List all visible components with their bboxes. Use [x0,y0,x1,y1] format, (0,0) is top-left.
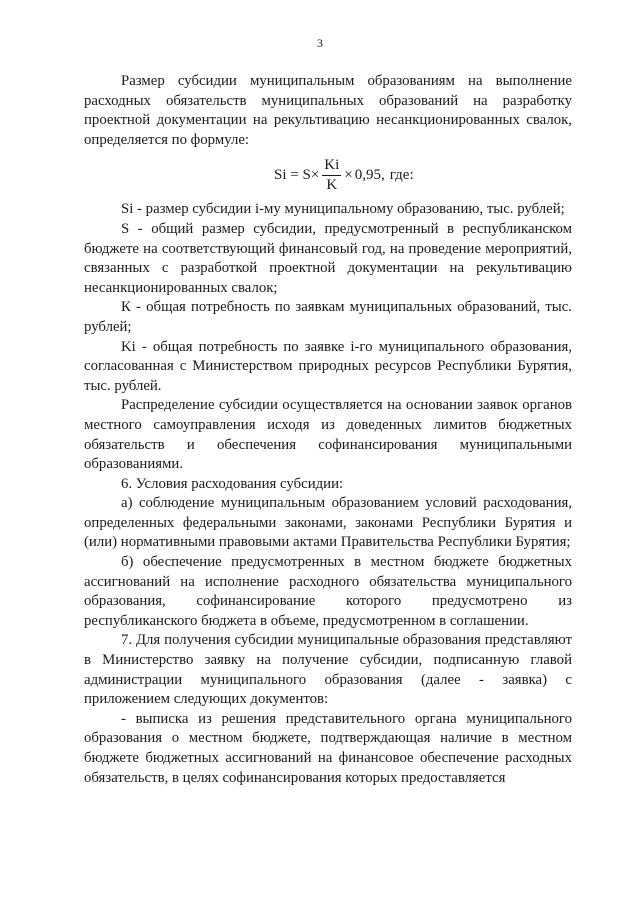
formula-suffix: где: [389,166,414,183]
formula-numerator: Ki [322,156,341,176]
condition-a: а) соблюдение муниципальным образованием условий расходования, определенных федеральными законами, законами Республики Бурятия и (или) нормативными правовыми актами Правительства Республики Бурятия; [84,495,572,551]
page-number: 3 [317,36,323,50]
condition-b: б) обеспечение предусмотренных в местном бюджете бюджетных ассигнований на исполнение расходного обязательства муниципального образования, софинансирование которого предусмотрено из республиканского бюджета в объеме, предусмотренном в соглашении. [84,554,572,629]
section-6-heading: 6. Условия расходования субсидии: [121,475,344,492]
section-7-paragraph: 7. Для получения субсидии муниципальные образования представляют в Министерство заявку на получение субсидии, подписанную главой администрации муниципального образования (далее - заявка) с приложением следующих документов: [84,632,572,708]
document-body [84,72,572,788]
formula-left: Si = S [274,166,311,183]
subsidy-formula [84,150,572,200]
definition-s: S - общий размер субсидии, предусмотренный в республиканском бюджете на соответствующий финансовый год, на проведение мероприятий, связанных с разработкой проектной документации на рекультивацию несанкционированных свалок; [84,220,572,296]
formula-coefficient: 0,95, [354,166,385,183]
formula-times-1: × [310,166,320,183]
paragraph-subsidy-size: Размер субсидии муниципальным образованиям на выполнение расходных обязательств муниципальных образований на разработку проектной документации на рекультивацию несанкционированных свалок, определяется по формуле: [84,73,572,148]
formula-denominator: K [326,176,338,193]
document-list-item-1: - выписка из решения представительного органа муниципального образования о местном бюджете, подтверждающая наличие в местном бюджете бюджетных ассигнований на финансовое обеспечение расходных обязательств, в целях софинансирования которых предоставляется [84,710,572,786]
formula-fraction [322,156,341,195]
definition-k: К - общая потребность по заявкам муниципальных образований, тыс. рублей; [84,299,572,335]
paragraph-distribution: Распределение субсидии осуществляется на основании заявок органов местного самоуправления исходя из доведенных лимитов бюджетных обязательств и обеспечения софинансирования муниципальными образованиями. [84,397,572,473]
definition-ki: Ki - общая потребность по заявке i-го муниципального образования, согласованная с Министерством природных ресурсов Республики Бурятия, тыс. рублей. [84,338,572,394]
definition-si: Si - размер субсидии i-му муниципальному образованию, тыс. рублей; [121,201,565,218]
formula-times-2: × [344,166,353,183]
